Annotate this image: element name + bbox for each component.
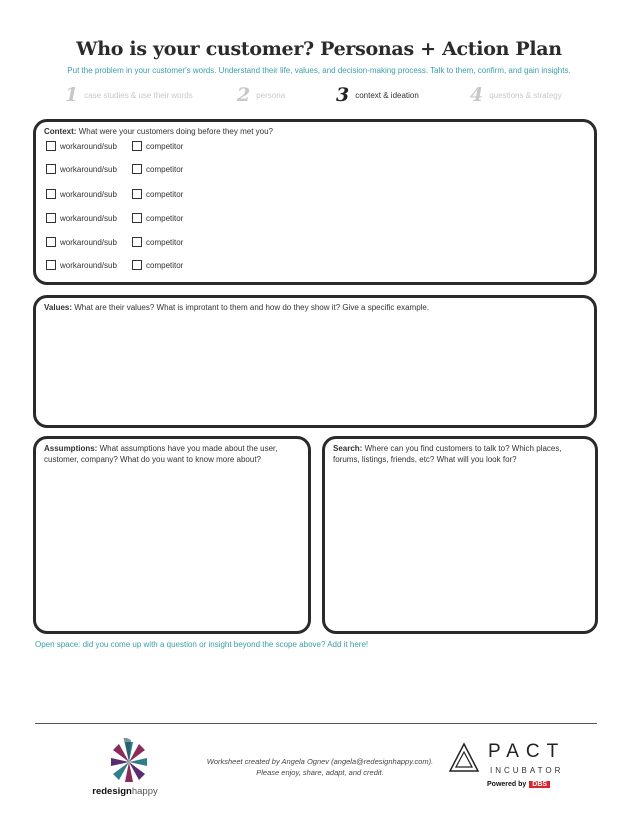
workaround-label: workaround/sub xyxy=(60,260,117,270)
search-heading-label: Search: xyxy=(333,444,363,453)
powered-by xyxy=(487,781,550,788)
assumptions-heading-label: Assumptions: xyxy=(44,444,98,453)
context-row xyxy=(46,164,183,174)
competitor-checkbox[interactable] xyxy=(132,237,142,247)
search-prompt: Where can you find customers to talk to? Which places, forums, listings, friends, etc? What will you look for? xyxy=(333,444,562,464)
workaround-checkbox[interactable] xyxy=(46,237,56,247)
competitor-label: competitor xyxy=(146,260,184,270)
page-subtitle: Put the problem in your customer's words. Understand their life, values, and decision-making process. Talk to them, confirm, and gain insights. xyxy=(67,66,571,75)
competitor-label: competitor xyxy=(146,141,184,151)
values-heading-label: Values: xyxy=(44,303,73,312)
context-row xyxy=(46,141,183,151)
workaround-checkbox[interactable] xyxy=(46,141,56,151)
values-heading xyxy=(44,302,586,313)
values-prompt: What are their values? What is improtant to them and how do they show it? Give a specific example. xyxy=(74,303,430,312)
competitor-label: competitor xyxy=(146,189,184,199)
brand-bold: redesign xyxy=(92,786,132,797)
assumptions-prompt: What assumptions have you made about the user, customer, company? What do you want to know more about? xyxy=(44,444,278,464)
workaround-label: workaround/sub xyxy=(60,141,117,151)
competitor-label: competitor xyxy=(146,237,184,247)
competitor-label: competitor xyxy=(146,213,184,223)
powered-by-label: Powered by xyxy=(487,781,527,788)
search-box[interactable] xyxy=(322,436,598,634)
dbs-logo: DBS xyxy=(529,781,550,788)
workaround-checkbox[interactable] xyxy=(46,213,56,223)
competitor-checkbox[interactable] xyxy=(132,260,142,270)
step-number: 2 xyxy=(237,84,251,106)
workaround-label: workaround/sub xyxy=(60,237,117,247)
workaround-checkbox[interactable] xyxy=(46,189,56,199)
competitor-checkbox[interactable] xyxy=(132,189,142,199)
step-label: case studies & use their words xyxy=(84,90,193,100)
workaround-checkbox[interactable] xyxy=(46,260,56,270)
step-label: questions & strategy xyxy=(489,90,562,100)
values-box[interactable] xyxy=(33,295,597,428)
brand-name xyxy=(85,786,165,797)
open-space-prompt[interactable]: Open space: did you come up with a question or insight beyond the scope above? Add it here! xyxy=(35,640,369,649)
assumptions-heading xyxy=(44,443,300,465)
credit-text xyxy=(160,756,480,778)
context-heading-label: Context: xyxy=(44,127,77,136)
workaround-label: workaround/sub xyxy=(60,164,117,174)
context-prompt: What were your customers doing before they met you? xyxy=(78,127,274,136)
step-number: 3 xyxy=(336,84,350,106)
workaround-label: workaround/sub xyxy=(60,213,117,223)
incubator-wordmark: INCUBATOR xyxy=(490,766,564,775)
step-number: 4 xyxy=(470,84,484,106)
assumptions-box[interactable] xyxy=(33,436,311,634)
credit-line-1: Worksheet created by Angela Ognev (angela@redesignhappy.com). xyxy=(206,757,434,766)
page-title: Who is your customer? Personas + Action Plan xyxy=(76,38,562,60)
competitor-checkbox[interactable] xyxy=(132,141,142,151)
pact-wordmark: PACT xyxy=(488,741,566,762)
context-heading xyxy=(44,126,586,137)
search-heading xyxy=(333,443,587,465)
brand-light: happy xyxy=(131,786,158,797)
workaround-label: workaround/sub xyxy=(60,189,117,199)
competitor-label: competitor xyxy=(146,164,184,174)
workaround-checkbox[interactable] xyxy=(46,164,56,174)
context-box[interactable] xyxy=(33,119,597,285)
context-row xyxy=(46,213,183,223)
step-3 xyxy=(336,84,419,106)
step-number: 1 xyxy=(65,84,79,106)
step-label: persona xyxy=(256,90,286,100)
context-row xyxy=(46,260,183,270)
step-indicator xyxy=(0,84,638,106)
competitor-checkbox[interactable] xyxy=(132,164,142,174)
step-label: context & ideation xyxy=(355,90,419,100)
step-4 xyxy=(470,84,562,106)
context-row xyxy=(46,237,183,247)
step-2 xyxy=(237,84,285,106)
competitor-checkbox[interactable] xyxy=(132,213,142,223)
context-row xyxy=(46,189,183,199)
credit-line-2: Please enjoy, share, adapt, and credit. xyxy=(256,768,384,777)
footer-divider xyxy=(35,723,597,724)
pact-triangle-icon xyxy=(447,741,481,775)
step-1 xyxy=(65,84,193,106)
